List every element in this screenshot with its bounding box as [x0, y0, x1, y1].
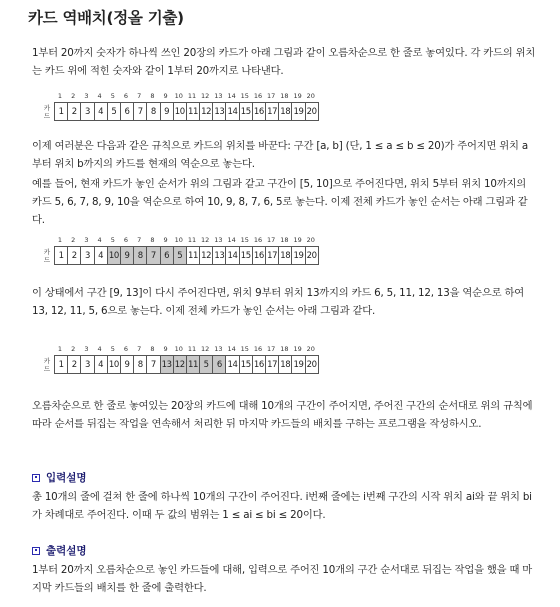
position-number: 8 — [150, 92, 155, 100]
output-heading — [32, 543, 87, 558]
position-number: 2 — [71, 236, 76, 244]
position-number: 15 — [240, 236, 249, 244]
card-cell: 17 — [266, 247, 279, 264]
position-number: 19 — [293, 236, 302, 244]
card-cell: 4 — [95, 247, 108, 264]
position-number: 17 — [267, 92, 276, 100]
card-cell: 19 — [292, 356, 305, 373]
position-number: 3 — [84, 92, 89, 100]
card-cell: 12 — [200, 247, 213, 264]
input-heading-label: 입력설명 — [46, 472, 87, 484]
position-number: 1 — [57, 92, 63, 100]
card-row-label-char: 카 — [43, 356, 51, 365]
card-row — [40, 102, 319, 121]
position-number: 11 — [187, 345, 197, 353]
card-row-label — [40, 355, 54, 374]
position-number: 7 — [137, 92, 142, 100]
position-number: 14 — [227, 236, 236, 244]
position-number: 14 — [227, 92, 236, 100]
position-numbers — [40, 345, 319, 355]
position-number: 7 — [137, 345, 142, 353]
position-number: 15 — [240, 345, 249, 353]
position-number: 1 — [57, 345, 63, 353]
position-number: 16 — [253, 92, 263, 100]
card-cell: 4 — [95, 356, 108, 373]
card-cell: 10 — [108, 247, 121, 264]
position-number: 4 — [97, 236, 102, 244]
card-cell: 2 — [68, 247, 81, 264]
card-cell: 8 — [134, 356, 147, 373]
card-cell: 13 — [213, 247, 226, 264]
card-cell: 7 — [147, 247, 160, 264]
card-cell: 9 — [161, 103, 174, 120]
position-number: 18 — [280, 345, 289, 353]
page-title: 카드 역배치(정올 기출) — [28, 9, 184, 27]
position-number: 13 — [214, 92, 223, 100]
position-number: 9 — [163, 92, 168, 100]
position-number: 20 — [306, 236, 315, 244]
second-example-paragraph: 이 상태에서 구간 [9, 13]이 다시 주어진다면, 위치 9부터 위치 13까지의 카드 6, 5, 11, 12, 13을 역순으로 하여 13, 12, 11, 5, 6으로 놓는다. 이제 전체 카드가 놓인 순서는 아래 그림과 같다. — [32, 287, 524, 317]
card-cell: 5 — [108, 103, 121, 120]
position-number: 13 — [214, 345, 223, 353]
position-number: 10 — [174, 92, 183, 100]
card-cell: 16 — [253, 247, 266, 264]
position-number: 6 — [123, 236, 129, 244]
card-figure-2 — [40, 236, 319, 265]
card-figure-1 — [40, 92, 319, 121]
card-cell: 16 — [253, 103, 266, 120]
card-cell: 12 — [174, 356, 187, 373]
position-number: 19 — [293, 92, 302, 100]
position-number: 8 — [150, 236, 155, 244]
position-number: 17 — [267, 345, 276, 353]
card-cell: 20 — [306, 103, 319, 120]
position-number: 7 — [137, 236, 142, 244]
input-paragraph: 총 10개의 줄에 걸쳐 한 줄에 하나씩 10개의 구간이 주어진다. i번째 줄에는 i번째 구간의 시작 위치 ai와 끝 위치 bi가 차례대로 주어진다. 이때 두 값의 범위는 1 ≤ ai ≤ bi ≤ 20이다. — [32, 491, 532, 521]
position-number: 2 — [71, 92, 76, 100]
card-cell: 13 — [161, 356, 174, 373]
card-cell: 7 — [147, 356, 160, 373]
card-cell: 15 — [240, 356, 253, 373]
position-number: 2 — [71, 345, 76, 353]
position-number: 6 — [123, 345, 129, 353]
card-cell: 2 — [68, 356, 81, 373]
position-number: 3 — [84, 236, 89, 244]
square-bullet-icon — [32, 547, 40, 555]
position-number: 16 — [253, 345, 263, 353]
position-number: 15 — [240, 92, 249, 100]
position-number: 17 — [267, 236, 276, 244]
card-cell: 3 — [81, 103, 94, 120]
card-cell: 10 — [174, 103, 187, 120]
position-numbers — [40, 236, 319, 246]
card-cell: 5 — [174, 247, 187, 264]
card-cell: 1 — [55, 356, 68, 373]
card-cell: 14 — [226, 103, 239, 120]
card-cell: 11 — [187, 356, 200, 373]
position-number: 13 — [214, 236, 223, 244]
card-cell: 14 — [226, 247, 239, 264]
input-heading — [32, 470, 87, 485]
position-number: 10 — [174, 345, 183, 353]
card-cell: 1 — [55, 103, 68, 120]
card-cell: 17 — [266, 103, 279, 120]
position-number: 19 — [293, 345, 302, 353]
card-cell: 2 — [68, 103, 81, 120]
card-cell: 18 — [279, 103, 292, 120]
card-row-label — [40, 246, 54, 265]
card-row-label — [40, 102, 54, 121]
card-cell: 8 — [134, 247, 147, 264]
rule-paragraph: 이제 여러분은 다음과 같은 규칙으로 카드의 위치를 바꾼다: 구간 [a, b] (단, 1 ≤ a ≤ b ≤ 20)가 주어지면 위치 a부터 위치 b까지의 카드를 현재의 역순으로 놓는다. — [32, 140, 528, 170]
card-cell: 11 — [187, 103, 200, 120]
position-number: 8 — [150, 345, 155, 353]
task-paragraph: 오름차순으로 한 줄로 놓여있는 20장의 카드에 대해 10개의 구간이 주어지면, 주어진 구간의 순서대로 위의 규칙에 따라 순서를 뒤집는 작업을 연속해서 처리한 뒤 마지막 카드들의 배치를 구하는 프로그램을 작성하시오. — [32, 400, 533, 430]
position-number: 5 — [110, 236, 115, 244]
output-heading-label: 출력설명 — [46, 545, 87, 557]
position-number: 1 — [57, 236, 63, 244]
card-row-label-char: 드 — [43, 111, 51, 120]
card-cell: 14 — [226, 356, 239, 373]
position-numbers — [40, 92, 319, 102]
position-number: 16 — [253, 236, 263, 244]
card-cell: 15 — [240, 247, 253, 264]
card-cell: 20 — [306, 356, 319, 373]
position-number: 9 — [163, 345, 168, 353]
card-cell: 9 — [121, 247, 134, 264]
intro-paragraph: 1부터 20까지 숫자가 하나씩 쓰인 20장의 카드가 아래 그림과 같이 오름차순으로 한 줄로 놓여있다. 각 카드의 위치는 카드 위에 적힌 숫자와 같이 1부터 20까지로 나타낸다. — [32, 47, 536, 77]
position-number: 12 — [201, 236, 210, 244]
card-cell: 6 — [213, 356, 226, 373]
card-figure-3 — [40, 345, 319, 374]
card-cell: 18 — [279, 247, 292, 264]
position-number: 4 — [97, 345, 102, 353]
card-cell: 4 — [95, 103, 108, 120]
card-cell: 12 — [200, 103, 213, 120]
position-number: 11 — [187, 236, 197, 244]
card-row-label-char: 카 — [43, 103, 51, 112]
card-cell: 15 — [240, 103, 253, 120]
card-cell: 6 — [121, 103, 134, 120]
position-number: 20 — [306, 345, 315, 353]
position-number: 18 — [280, 236, 289, 244]
position-number: 10 — [174, 236, 183, 244]
card-row-label-char: 드 — [43, 255, 51, 264]
card-cell: 18 — [279, 356, 292, 373]
card-cell: 7 — [134, 103, 147, 120]
position-number: 12 — [201, 92, 210, 100]
card-cell: 19 — [292, 247, 305, 264]
card-cell: 5 — [200, 356, 213, 373]
position-number: 4 — [97, 92, 102, 100]
card-row-label-char: 드 — [43, 364, 51, 373]
card-cell: 3 — [81, 247, 94, 264]
position-number: 14 — [227, 345, 236, 353]
example-paragraph: 예를 들어, 현재 카드가 놓인 순서가 위의 그림과 같고 구간이 [5, 10]으로 주어진다면, 위치 5부터 위치 10까지의 카드 5, 6, 7, 8, 9, 10을 역순으로 하여 10, 9, 8, 7, 6, 5로 놓는다. 이제 전체 카드가 놓인 순서는 아래 그림과 같다. — [32, 178, 528, 226]
card-cell: 11 — [187, 247, 200, 264]
card-cell: 8 — [147, 103, 160, 120]
card-cell: 19 — [292, 103, 305, 120]
card-cell: 17 — [266, 356, 279, 373]
position-number: 12 — [201, 345, 210, 353]
position-number: 5 — [110, 345, 115, 353]
card-cell: 16 — [253, 356, 266, 373]
position-number: 9 — [163, 236, 168, 244]
card-row — [40, 355, 319, 374]
card-row-label-char: 카 — [43, 247, 51, 256]
output-paragraph: 1부터 20까지 오름차순으로 놓인 카드들에 대해, 입력으로 주어진 10개의 구간 순서대로 뒤집는 작업을 했을 때 마지막 카드들의 배치를 한 줄에 출력한다. — [32, 564, 533, 594]
card-cell: 13 — [213, 103, 226, 120]
position-number: 20 — [306, 92, 315, 100]
card-cell: 6 — [161, 247, 174, 264]
card-cell: 10 — [108, 356, 121, 373]
square-bullet-icon — [32, 474, 40, 482]
card-cell: 9 — [121, 356, 134, 373]
position-number: 5 — [110, 92, 115, 100]
position-number: 6 — [123, 92, 129, 100]
position-number: 11 — [187, 92, 197, 100]
card-cell: 3 — [81, 356, 94, 373]
position-number: 18 — [280, 92, 289, 100]
card-row — [40, 246, 319, 265]
card-cell: 1 — [55, 247, 68, 264]
position-number: 3 — [84, 345, 89, 353]
card-cell: 20 — [306, 247, 319, 264]
